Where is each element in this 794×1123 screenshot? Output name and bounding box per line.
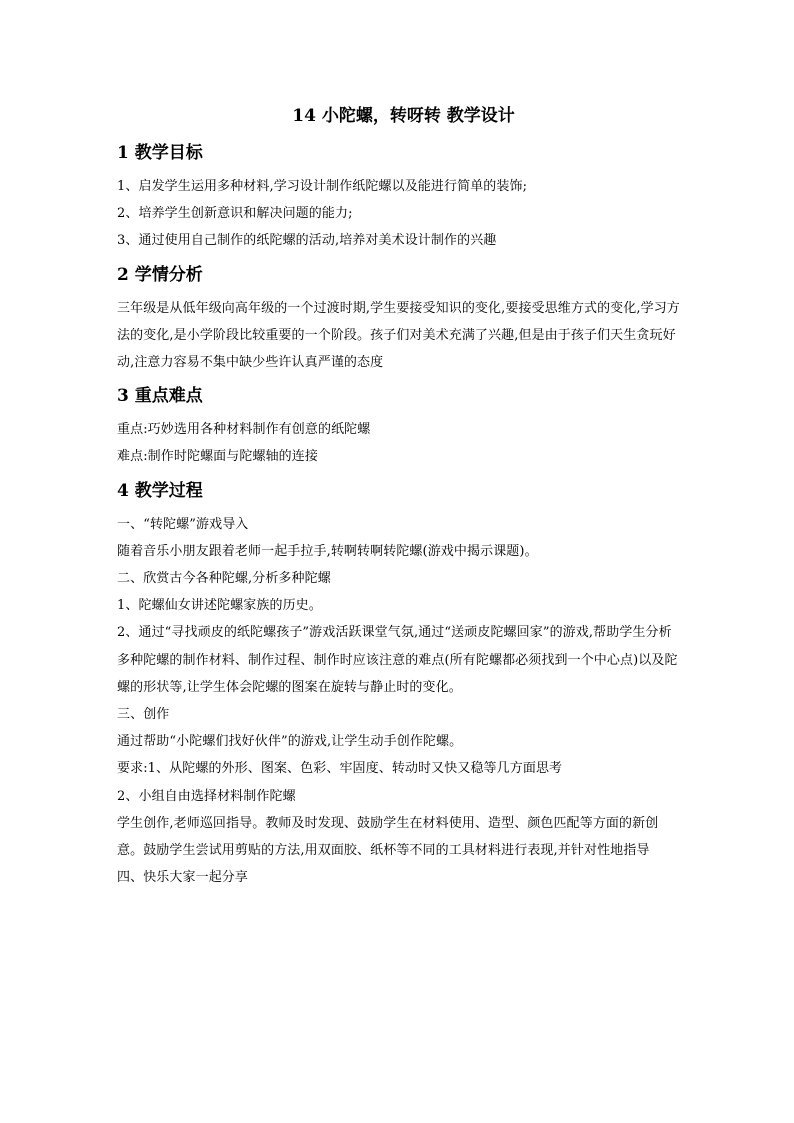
paragraph: 随着音乐小朋友跟着老师一起手拉手,转啊转啊转陀螺(游戏中揭示课题)。 (117, 543, 538, 559)
section-heading: 2 学情分析 (117, 264, 203, 285)
paragraph: 1、启发学生运用多种材料,学习设计制作纸陀螺以及能进行简单的装饰; (117, 179, 528, 194)
paragraph: 三年级是从低年级向高年级的一个过渡时期,学生要接受知识的变化,要接受思维方式的变化,学习方法的变化,是小学阶段比较重要的一个阶段。孩子们对美术充满了兴趣,但是由于孩子们天生贪玩好动,注意力容易不集中缺少些许认真严谨的态度 (117, 300, 680, 371)
paragraph: 2、培养学生创新意识和解决问题的能力; (117, 206, 353, 222)
section-student-analysis (117, 264, 682, 377)
section-teaching-process (117, 480, 682, 892)
section-heading: 1 教学目标 (117, 143, 203, 163)
paragraph: 四、快乐大家一起分享 (117, 870, 249, 886)
page-title: 14 小陀螺，转呀转 教学设计 (292, 106, 515, 126)
paragraph: 二、欣赏古今各种陀螺,分析多种陀螺 (117, 571, 331, 587)
paragraph: 3、通过使用自己制作的纸陀螺的活动,培养对美术设计制作的兴趣 (117, 233, 497, 249)
section-heading: 4 教学过程 (117, 480, 203, 501)
paragraph: 难点:制作时陀螺面与陀螺轴的连接 (117, 449, 318, 465)
section-teaching-goals (117, 142, 682, 255)
section-key-points (117, 385, 682, 470)
paragraph: 1、陀螺仙女讲述陀螺家族的历史。 (117, 598, 322, 614)
paragraph: 通过帮助“小陀螺们找好伙伴”的游戏,让学生动手创作陀螺。 (117, 734, 463, 750)
paragraph: 一、“转陀螺”游戏导入 (117, 516, 249, 532)
section-heading: 3 重点难点 (117, 386, 203, 407)
paragraph: 三、创作 (117, 707, 170, 723)
document-page (117, 104, 682, 900)
paragraph: 重点:巧妙选用各种材料制作有创意的纸陀螺 (117, 422, 371, 438)
paragraph: 2、小组自由选择材料制作陀螺 (117, 788, 296, 804)
paragraph: 2、通过“寻找顽皮的纸陀螺孩子”游戏活跃课堂气氛,通过“送顽皮陀螺回家”的游戏,帮助学生分析多种陀螺的制作材料、制作过程、制作时应该注意的难点(所有陀螺都必须找到一个中心点)以及陀螺的形状等,让学生体会陀螺的图案在旋转与静止时的变化。 (117, 625, 678, 695)
paragraph: 学生创作,老师巡回指导。教师及时发现、鼓励学生在材料使用、造型、颜色匹配等方面的新创意。鼓励学生尝试用剪贴的方法,用双面胶、纸杯等不同的工具材料进行表现,并针对性地指导 (117, 815, 659, 859)
paragraph: 要求:1、从陀螺的外形、图案、色彩、牢固度、转动时又快又稳等几方面思考 (117, 761, 563, 777)
